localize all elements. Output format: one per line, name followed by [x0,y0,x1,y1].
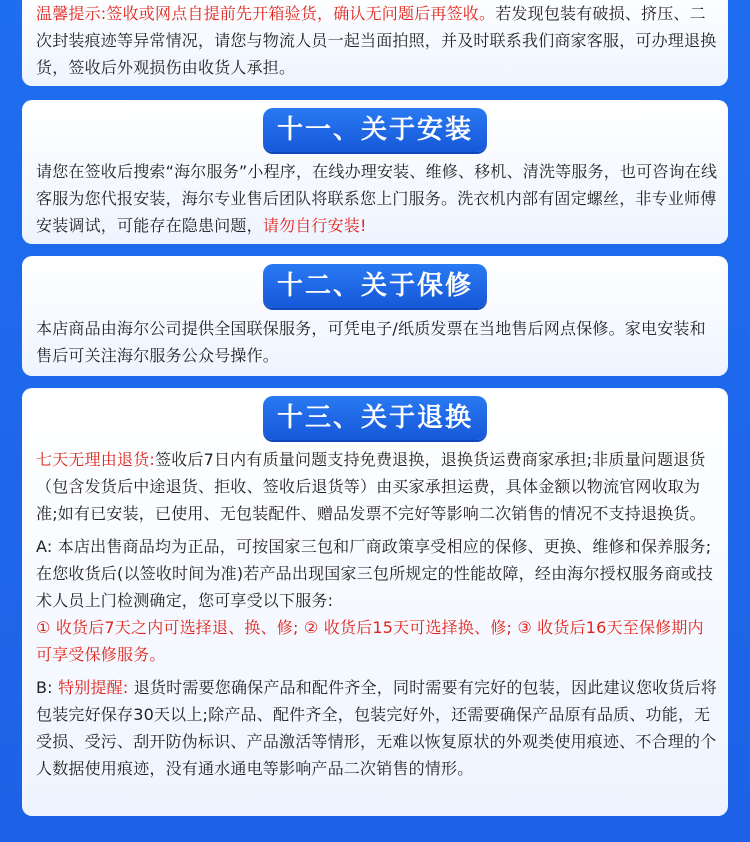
notice-text: 若发现包装有破损、挤压、二次封装痕迹等异常情况，请您与物流人员一起当面拍照，并及时联系我们商家客服，可办理退换货，签收后外观损伤由收货人承担。 [36,4,717,77]
notice-warning: 签收或网点自提前先开箱验货，确认无问题后再签收。 [106,4,496,23]
notice-card [22,0,728,86]
install-card [22,100,728,244]
a-text: A: 本店出售商品均为正品，可按国家三包和厂商政策享受相应的保修、更换、维修和保养服务;在您收货后(以签收时间为准)若产品出现国家三包所规定的性能故障，经由海尔授权服务商或技术人员上门检测确定，您可享受以下服务: [36,537,714,610]
install-warning: 请勿自行安装! [262,216,367,235]
returns-seven-day-paragraph [36,446,718,527]
returns-card [22,388,728,816]
seven-day-text: 签收后7日内有质量问题支持免费退换，退换货运费商家承担;非质量问题退货（包含发货后中途退货、拒收、签收后退货等）由买家承担运费，具体金额以物流官网收取为准;如有已安装，已使用、无包装配件、赠品发票不完好等影响二次销售的情况不支持退换货。 [36,450,706,523]
returns-title: 十三、关于退换 [263,396,487,440]
b-text: 退货时需要您确保产品和配件齐全，同时需要有完好的包装，因此建议您收货后将包装完好保存30天以上;除产品、配件齐全，包装完好外，还需要确保产品原有品质、功能，无受损、受污、刮开防伪标识、产品激活等情形，无难以恢复原状的外观类使用痕迹、不合理的个人数据使用痕迹，没有通水通电等影响产品二次销售的情形。 [36,678,717,778]
warranty-title: 十二、关于保修 [263,264,487,308]
a-service-list: ① 收货后7天之内可选择退、换、修; ② 收货后15天可选择换、修; ③ 收货后16天至保修期内可享受保修服务。 [36,618,704,664]
returns-a-paragraph [36,533,718,668]
returns-b-paragraph [36,674,718,782]
seven-day-label: 七天无理由退货: [36,450,155,469]
notice-paragraph [36,0,718,81]
notice-label: 温馨提示: [36,4,107,23]
install-paragraph [36,158,718,239]
warranty-text: 本店商品由海尔公司提供全国联保服务，可凭电子/纸质发票在当地售后网点保修。家电安装和售后可关注海尔服务公众号操作。 [36,319,706,365]
b-reminder-label: 特别提醒: [58,678,129,697]
install-title: 十一、关于安装 [263,108,487,152]
warranty-card [22,256,728,376]
install-text: 请您在签收后搜索“海尔服务”小程序，在线办理安装、维修、移机、清洗等服务，也可咨询在线客服为您代报安装，海尔专业售后团队将联系您上门服务。洗衣机内部有固定螺丝，非专业师傅安装调试，可能存在隐患问题， [36,162,718,235]
b-prefix: B: [36,678,59,697]
